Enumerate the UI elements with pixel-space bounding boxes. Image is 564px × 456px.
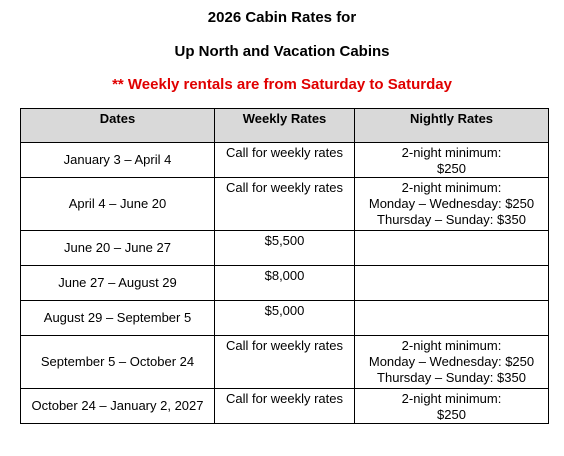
dates-cell: June 27 – August 29 (21, 266, 215, 301)
header-dates: Dates (21, 109, 215, 143)
weekly-rate-cell: Call for weekly rates (215, 336, 355, 389)
table-row (21, 178, 549, 231)
table-header-row (21, 109, 549, 143)
weekly-rate-cell: $5,500 (215, 231, 355, 266)
nightly-rate-cell (355, 143, 549, 178)
nightly-rate-line: Monday – Wednesday: $250 (368, 354, 535, 369)
nightly-rate-line: $250 (437, 407, 466, 422)
weekly-rate-cell: $8,000 (215, 266, 355, 301)
weekly-rate-cell: Call for weekly rates (215, 143, 355, 178)
nightly-rate-cell (355, 301, 549, 336)
nightly-rate-line: 2-night minimum: (401, 338, 502, 353)
nightly-rate-cell (355, 178, 549, 231)
weekly-rate-cell: $5,000 (215, 301, 355, 336)
nightly-rate-line: 2-night minimum: (401, 145, 502, 160)
weekly-rate-cell: Call for weekly rates (215, 178, 355, 231)
header-weekly-rates: Weekly Rates (215, 109, 355, 143)
dates-cell: January 3 – April 4 (21, 143, 215, 178)
table-row (21, 301, 549, 336)
nightly-rate-cell (355, 266, 549, 301)
table-row (21, 231, 549, 266)
header-nightly-rates: Nightly Rates (355, 109, 549, 143)
table-row (21, 389, 549, 424)
nightly-rate-line: Thursday – Sunday: $350 (377, 212, 526, 227)
dates-cell: June 20 – June 27 (21, 231, 215, 266)
weekly-rate-cell: Call for weekly rates (215, 389, 355, 424)
nightly-rate-cell (355, 231, 549, 266)
nightly-rate-cell (355, 336, 549, 389)
dates-cell: August 29 – September 5 (21, 301, 215, 336)
page-title-cabins: Up North and Vacation Cabins (174, 43, 390, 60)
nightly-rate-cell (355, 389, 549, 424)
table-row (21, 143, 549, 178)
weekly-rental-notice: ** Weekly rentals are from Saturday to Saturday (112, 76, 452, 93)
dates-cell: September 5 – October 24 (21, 336, 215, 389)
table-row (21, 266, 549, 301)
dates-cell: April 4 – June 20 (21, 178, 215, 231)
nightly-rate-line: $250 (437, 161, 466, 176)
rates-table (20, 108, 549, 424)
table-row (21, 336, 549, 389)
nightly-rate-line: 2-night minimum: (401, 180, 502, 195)
page-title: 2026 Cabin Rates for (207, 9, 357, 26)
dates-cell: October 24 – January 2, 2027 (21, 389, 215, 424)
nightly-rate-line: Monday – Wednesday: $250 (368, 196, 535, 211)
nightly-rate-line: 2-night minimum: (401, 391, 502, 406)
nightly-rate-line: Thursday – Sunday: $350 (377, 370, 526, 385)
